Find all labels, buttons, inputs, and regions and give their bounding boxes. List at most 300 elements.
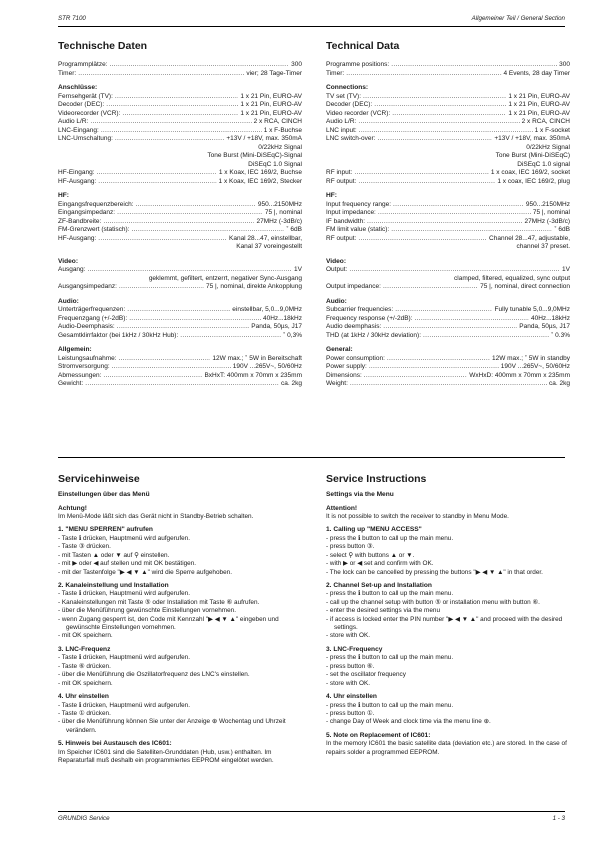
step-list: [326, 702, 570, 727]
step-title: 1. "MENU SPERREN" aufrufen: [58, 526, 153, 534]
spec-group: [326, 192, 570, 252]
leader-dots: [112, 363, 231, 372]
spec-label: Timer:: [326, 69, 345, 77]
spec-group: [58, 84, 302, 186]
spec-value: 2 x RCA, CINCH: [521, 118, 570, 125]
spec-label: Programmplätze:: [58, 61, 108, 68]
spec-row: [58, 169, 302, 178]
spec-value: 1 x 21 Pin, EURO-AV: [240, 92, 302, 100]
leader-dots: [117, 323, 250, 332]
step-item: - The lock can be cancelled by pressing the buttons "▶ ◀ ▼ ▲" in that order.: [326, 569, 570, 577]
spec-row: [58, 93, 302, 102]
spec-row: [326, 266, 570, 275]
spec-label: Frequency response (+/-2dB):: [326, 314, 413, 322]
spec-row: [326, 363, 570, 372]
spec-row: [58, 306, 302, 315]
spec-label: IF bandwidth:: [326, 217, 366, 225]
leader-dots: [132, 226, 285, 235]
spec-value: 75 |, nominal: [532, 209, 570, 216]
step-item: - press the ℹ button to call up the main menu.: [326, 535, 570, 543]
spec-group-title: Connections:: [326, 84, 369, 91]
spec-row: [326, 93, 570, 102]
service-step: [326, 646, 570, 688]
spec-label: RF input:: [326, 169, 353, 176]
spec-value: 1 x Koax, IEC 169/2, Buchse: [218, 169, 302, 176]
spec-row: [58, 323, 302, 332]
spec-row: [326, 323, 570, 332]
spec-value: BxHxT: 400mm x 70mm x 235mm: [204, 371, 302, 379]
step-title: 3. LNC-Frequenz: [58, 645, 111, 653]
step-text: Im Speicher IC601 sind die Satelliten-Grunddaten (Hub, usw.) enthalten. Im Reparaturfall muß deshalb ein programmiertes EEPROM eingelötet werden.: [58, 748, 274, 765]
tech-data-de: [58, 40, 302, 389]
spec-row: [58, 110, 302, 119]
leader-dots: [387, 355, 490, 364]
spec-label: Output:: [326, 266, 348, 273]
spec-row: [58, 101, 302, 110]
spec-row: [326, 135, 570, 144]
spec-value: 4 Events, 28 day Timer: [503, 69, 570, 77]
service-de: [58, 473, 302, 765]
spec-value: 1 x coax, IEC 169/2, plug: [497, 177, 570, 185]
leader-dots: [383, 323, 517, 332]
section-title: Technical Data: [326, 40, 400, 52]
step-title: 5. Hinweis bei Austausch des IC601:: [58, 740, 172, 748]
spec-label: HF-Ausgang:: [58, 177, 97, 185]
spec-row: [326, 70, 570, 79]
leader-dots: [393, 201, 524, 210]
service-step: [326, 693, 570, 727]
spec-row: [326, 218, 570, 227]
spec-value: 190V ...265V~, 50/60Hz: [232, 363, 302, 370]
step-item: - set the oscillator frequency: [326, 671, 570, 679]
spec-row: [326, 306, 570, 315]
service-step: [58, 693, 302, 735]
spec-continuation: 0/22kHz Signal: [526, 143, 570, 151]
step-title: 1. Calling up "MENU ACCESS": [326, 526, 422, 534]
service-title: Service Instructions: [326, 473, 427, 485]
leader-dots: [98, 178, 216, 187]
spec-group-title: Allgemein:: [58, 346, 92, 353]
spec-row: [58, 226, 302, 235]
leader-dots: [346, 70, 501, 79]
step-list: [58, 590, 302, 640]
spec-row: [326, 127, 570, 136]
spec-value: 1 x 21 Pin, EURO-AV: [240, 101, 302, 108]
spec-row: [326, 372, 570, 381]
spec-row: [58, 363, 302, 372]
spec-label: TV set (TV):: [326, 92, 362, 100]
step-item: - Taste ⑥ drücken.: [58, 663, 302, 671]
leader-dots: [103, 218, 254, 227]
leader-dots: [350, 380, 547, 389]
spec-row: [326, 209, 570, 218]
service-subtitle: Einstellungen über das Menü: [58, 491, 150, 498]
page-header: [58, 14, 565, 27]
spec-label: Abmessungen:: [58, 371, 102, 379]
leader-dots: [119, 283, 204, 292]
spec-value: 40Hz...18kHz: [530, 314, 570, 322]
step-item: - change Day of Week and clock time via the menu line ⊕.: [326, 718, 570, 726]
service-title: Servicehinweise: [58, 473, 140, 485]
step-item: - press button ③.: [326, 543, 570, 551]
spec-continuation: Tone Burst (Mini-DiSEqC): [495, 152, 570, 159]
leader-dots: [106, 101, 238, 110]
spec-group: [326, 298, 570, 341]
spec-label: Dimensions:: [326, 371, 362, 379]
spec-value: einstellbar, 5,0...9,0MHz: [232, 306, 302, 313]
spec-label: Audio-Deemphasis:: [58, 323, 115, 330]
leader-dots: [119, 355, 211, 364]
step-title: 5. Note on Replacement of IC601:: [326, 731, 431, 739]
spec-row: [326, 226, 570, 235]
step-item: - über die Menüführung die Oszillatorfrequenz des LNC's einstellen.: [58, 671, 302, 679]
leader-dots: [377, 135, 492, 144]
spec-row: [58, 127, 302, 136]
spec-value: 1V: [294, 266, 302, 273]
spec-label: Gesamtklirrfaktor (bei 1kHz / 30kHz Hub):: [58, 331, 179, 339]
step-title: 4. Uhr einstellen: [326, 693, 377, 700]
spec-group: [58, 298, 302, 341]
step-title: 3. LNC-Frequency: [326, 645, 383, 653]
spec-label: RF output:: [326, 234, 357, 242]
spec-group-title: HF:: [326, 192, 337, 199]
service-step: [326, 732, 570, 757]
tech-data-en: [326, 40, 570, 389]
spec-label: Ausgang:: [58, 266, 86, 273]
spec-label: Timer:: [58, 69, 77, 77]
spec-row: [326, 355, 570, 364]
spec-row: [58, 70, 302, 79]
spec-value: 40Hz...18kHz: [262, 314, 302, 322]
step-item: - press button ⑥.: [326, 663, 570, 671]
spec-value: 300: [291, 61, 302, 68]
attention-title: Attention!: [326, 504, 358, 512]
leader-dots: [383, 283, 478, 292]
spec-label: LNC-Umschaltung:: [58, 135, 113, 142]
spec-row: [326, 283, 570, 292]
spec-value: ca. 2kg: [281, 380, 302, 387]
spec-group-title: General:: [326, 346, 353, 353]
spec-row: [58, 218, 302, 227]
spec-label: Ausgangsimpedanz:: [58, 283, 117, 290]
step-list: [58, 702, 302, 736]
spec-label: RF output:: [326, 177, 357, 185]
spec-row: [58, 266, 302, 275]
spec-row: [58, 209, 302, 218]
spec-continuation: Kanal 37 voreingestellt: [236, 243, 302, 250]
leader-dots: [391, 226, 552, 235]
spec-label: Decoder (DEC):: [58, 101, 105, 108]
spec-value: 1V: [562, 266, 570, 273]
spec-row: [58, 372, 302, 381]
spec-label: Frequenzgang (+/-2dB):: [58, 314, 128, 322]
leader-dots: [378, 209, 531, 218]
service-step: [58, 526, 302, 577]
step-list: [58, 654, 302, 688]
service-step: [326, 526, 570, 577]
leader-dots: [115, 93, 238, 102]
spec-label: Power consumption:: [326, 354, 385, 362]
step-item: - wenn Zugang gesperrt ist, den Code mit Kennzahl "▶ ◀ ▼ ▲" eingeben und gewünschte Einstellungen vornehmen.: [58, 616, 302, 633]
step-item: - Taste ℹ drücken, Hauptmenü wird aufgerufen.: [58, 702, 302, 710]
spec-row: [58, 118, 302, 127]
leader-dots: [354, 169, 489, 178]
spec-group: [326, 346, 570, 389]
leader-dots: [78, 70, 244, 79]
leader-dots: [358, 178, 495, 187]
spec-value: ˚ 0,3%: [283, 331, 302, 339]
spec-label: FM limit value (static):: [326, 226, 390, 233]
spec-row: [58, 315, 302, 324]
step-item: - mit OK speichern.: [58, 632, 302, 640]
step-item: - Taste ℹ drücken, Hauptmenü wird aufgerufen.: [58, 654, 302, 662]
spec-group-title: Audio:: [326, 297, 347, 305]
spec-label: Input impedance:: [326, 209, 376, 216]
step-item: - Taste ℹ drücken, Hauptmenü wird aufgerufen.: [58, 535, 302, 543]
spec-label: HF-Ausgang:: [58, 234, 97, 242]
spec-continuation: DiSEqC 1.0 signal: [517, 160, 570, 168]
spec-label: LNC switch-over:: [326, 135, 376, 142]
spec-value: +13V / +18V, max. 350mA: [226, 135, 302, 142]
spec-label: THD (at 1kHz / 30kHz deviation):: [326, 331, 422, 339]
spec-value: 1 x 21 Pin, EURO-AV: [240, 109, 302, 117]
spec-value: 950...2150MHz: [525, 200, 570, 208]
spec-label: Input frequency range:: [326, 200, 392, 208]
spec-label: Output impedance:: [326, 283, 381, 290]
attention-title: Achtung!: [58, 504, 87, 512]
model-label: STR 7100: [58, 15, 86, 22]
spec-label: Audio L/R:: [326, 118, 357, 125]
spec-value: ca. 2kg: [549, 380, 570, 387]
spec-row: [326, 201, 570, 210]
spec-label: Leistungsaufnahme:: [58, 354, 117, 362]
spec-label: Audio L/R:: [58, 118, 89, 125]
service-step: [326, 582, 570, 641]
spec-group: [326, 258, 570, 292]
leader-dots: [364, 372, 467, 381]
step-title: 4. Uhr einstellen: [58, 693, 109, 700]
spec-label: Audio deemphasis:: [326, 323, 382, 330]
leader-dots: [363, 93, 506, 102]
spec-continuation: 0/22kHz Signal: [258, 143, 302, 151]
attention-text: It is not possible to switch the receiver to standby in Menu Mode.: [326, 513, 509, 520]
leader-dots: [415, 315, 529, 324]
spec-value: 950...2150MHz: [257, 200, 302, 208]
spec-row: [326, 110, 570, 119]
leader-dots: [90, 118, 251, 127]
spec-value: 1 x 21 Pin, EURO-AV: [508, 109, 570, 117]
leader-dots: [115, 135, 224, 144]
spec-label: HF-Eingang:: [58, 169, 95, 176]
spec-value: ˚ 6dB: [554, 226, 570, 233]
step-item: - with ▶ or ◀ set and confirm with OK.: [326, 560, 570, 568]
spec-group: [58, 346, 302, 389]
leader-dots: [359, 127, 533, 136]
spec-row: [58, 178, 302, 187]
spec-row: [58, 235, 302, 244]
spec-continuation: channel 37 preset.: [516, 243, 570, 250]
step-item: - mit der Tastenfolge "▶ ◀ ▼ ▲" wird die Sperre aufgehoben.: [58, 569, 302, 577]
spec-row: [58, 201, 302, 210]
spec-label: Video recorder (VCR):: [326, 109, 391, 117]
leader-dots: [374, 101, 506, 110]
leader-dots: [391, 61, 557, 70]
service-step: [58, 582, 302, 641]
step-item: - press button ①.: [326, 710, 570, 718]
spec-group-title: Anschlüsse:: [58, 84, 98, 91]
spec-row: [326, 178, 570, 187]
spec-value: 300: [559, 61, 570, 68]
spec-value: 1 x Koax, IEC 169/2, Stecker: [218, 177, 302, 185]
spec-row: [326, 315, 570, 324]
spec-label: Videorecorder (VCR):: [58, 109, 121, 117]
spec-row: [326, 332, 570, 341]
spec-value: 1 x 21 Pin, EURO-AV: [508, 101, 570, 108]
spec-value: 27MHz (-3dB/c): [524, 217, 570, 225]
leader-dots: [85, 380, 279, 389]
step-title: 2. Kanaleinstellung und Installation: [58, 581, 169, 589]
leader-dots: [122, 110, 238, 119]
spec-value: Fully tunable 5,0...9,0MHz: [494, 306, 570, 313]
leader-dots: [127, 306, 230, 315]
step-item: - Taste ① drücken.: [58, 710, 302, 718]
leader-dots: [110, 61, 290, 70]
leader-dots: [180, 332, 281, 341]
page-footer: [58, 811, 565, 824]
spec-row: [58, 355, 302, 364]
step-item: - Taste ③ drücken.: [58, 543, 302, 551]
leader-dots: [97, 169, 217, 178]
service-step: [58, 646, 302, 688]
spec-row: [58, 283, 302, 292]
spec-value: WxHxD: 400mm x 70mm x 235mm: [469, 371, 570, 379]
leader-dots: [367, 218, 522, 227]
spec-value: Kanal 28...47, einstellbar,: [229, 234, 302, 242]
spec-value: 12W max.; ˚ 5W in Bereitschaft: [212, 354, 302, 362]
spec-row: [58, 61, 302, 70]
service-subtitle: Settings via the Menu: [326, 491, 394, 498]
spec-group-title: Video:: [58, 257, 79, 265]
step-item: - select ⚲ with buttons ▲ or ▼.: [326, 552, 570, 560]
step-list: [326, 590, 570, 640]
spec-label: Eingangsimpedanz:: [58, 209, 116, 216]
spec-row: [58, 332, 302, 341]
spec-row: [326, 118, 570, 127]
leader-dots: [103, 372, 202, 381]
spec-value: 1 x 21 Pin, EURO-AV: [508, 92, 570, 100]
leader-dots: [129, 315, 261, 324]
step-item: - if access is locked enter the PIN number "▶ ◀ ▼ ▲" and proceed with the desired settings.: [326, 616, 570, 633]
spec-value: +13V / +18V, max. 350mA: [494, 135, 570, 142]
spec-row: [58, 135, 302, 144]
brand-label: GRUNDIG Service: [58, 815, 110, 822]
spec-continuation: Tone Burst (Mini-DiSEqC)-Signal: [207, 152, 302, 159]
step-list: [326, 654, 570, 688]
spec-value: 1 x F-socket: [534, 126, 570, 134]
spec-continuation: clamped, filtered, equalized, sync output: [454, 274, 570, 282]
spec-label: Decoder (DEC):: [326, 101, 373, 108]
spec-row: [326, 235, 570, 244]
leader-dots: [87, 266, 292, 275]
spec-value: Channel 28...47, adjustable,: [489, 234, 570, 242]
step-item: - call up the channel setup with button ⑤ or installation menu with button ⑥.: [326, 599, 570, 607]
spec-group-title: HF:: [58, 192, 69, 199]
spec-label: FM-Grenzwert (statisch):: [58, 226, 130, 233]
spec-label: Gewicht:: [58, 380, 84, 387]
step-item: - mit Tasten ▲ oder ▼ auf ⚲ einstellen.: [58, 552, 302, 560]
step-text: In the memory IC601 the basic satellite data (deviation etc.) are stored. In the case of repairs solder a programmed EEPROM.: [326, 740, 567, 756]
spec-row: [326, 101, 570, 110]
leader-dots: [117, 209, 263, 218]
leader-dots: [369, 363, 499, 372]
leader-dots: [358, 118, 519, 127]
step-item: - über die Menüführung gewünschte Einstellungen vornehmen.: [58, 607, 302, 615]
step-list: [58, 535, 302, 577]
spec-group-title: Audio:: [58, 297, 79, 305]
spec-value: 12W max.; ˚ 5W in standby: [491, 354, 570, 362]
spec-row: [58, 380, 302, 389]
spec-label: ZF-Bandbreite:: [58, 217, 102, 225]
spec-continuation: DiSEqC 1.0 Signal: [248, 160, 302, 168]
spec-value: 75 |, nominal: [264, 209, 302, 216]
leader-dots: [395, 306, 492, 315]
spec-label: Fernsehgerät (TV):: [58, 92, 113, 100]
spec-label: Stromversorgung:: [58, 363, 110, 370]
step-title: 2. Channel Set-up and Installation: [326, 581, 432, 589]
spec-label: LNC-Eingang:: [58, 126, 99, 134]
spec-label: Eingangsfrequenzbereich:: [58, 200, 134, 208]
step-item: - store with OK.: [326, 632, 570, 640]
spec-label: Power supply:: [326, 363, 367, 370]
step-item: - press the ℹ button to call up the main menu.: [326, 654, 570, 662]
step-item: - enter the desired settings via the menu: [326, 607, 570, 615]
service-en: [326, 473, 570, 757]
service-step: [58, 740, 302, 765]
section-title: Technische Daten: [58, 40, 148, 52]
spec-value: Panda, 50µs, J17: [519, 323, 570, 330]
spec-label: Programme positions:: [326, 61, 390, 68]
leader-dots: [358, 235, 487, 244]
spec-value: 75 |, nominal, direkte Ankopplung: [205, 283, 302, 290]
step-item: - press the ℹ button to call up the main menu.: [326, 590, 570, 598]
spec-value: 27MHz (-3dB/c): [256, 217, 302, 225]
leader-dots: [392, 110, 506, 119]
spec-value: 190V ...265V~, 50/60Hz: [500, 363, 570, 370]
spec-value: 1 x coax, IEC 169/2, socket: [490, 169, 570, 176]
spec-value: ˚ 6dB: [286, 226, 302, 233]
attention-text: Im Menü-Mode läßt sich das Gerät nicht in Standby-Betrieb schalten.: [58, 513, 254, 520]
spec-value: ˚ 0.3%: [551, 331, 570, 339]
spec-row: [326, 169, 570, 178]
leader-dots: [101, 127, 262, 136]
step-item: - mit ▶ oder ◀ auf stellen und mit OK bestätigen.: [58, 560, 302, 568]
leader-dots: [98, 235, 227, 244]
step-item: - Kanaleinstellungen mit Taste ⑤ oder Installation mit Taste ⑥ aufrufen.: [58, 599, 302, 607]
step-list: [326, 535, 570, 577]
spec-group-title: Video:: [326, 257, 347, 265]
step-item: - über die Menüführung können Sie unter der Anzeige ⊕ Wochentag und Uhrzeit verändern.: [58, 718, 302, 735]
spec-value: Panda, 50µs, J17: [251, 323, 302, 330]
spec-label: Subcarrier frequencies:: [326, 306, 394, 313]
section-label: Allgemeiner Teil / General Section: [471, 15, 565, 22]
spec-group: [58, 258, 302, 292]
step-item: - mit OK speichern.: [58, 680, 302, 688]
spec-continuation: geklemmt, gefiltert, entzerrt, negativer Sync-Ausgang: [148, 274, 302, 282]
spec-value: vier; 28 Tage-Timer: [246, 69, 302, 77]
step-item: - Taste ℹ drücken, Hauptmenü wird aufgerufen.: [58, 590, 302, 598]
spec-label: Weight:: [326, 380, 348, 387]
page-number: 1 - 3: [552, 815, 565, 822]
